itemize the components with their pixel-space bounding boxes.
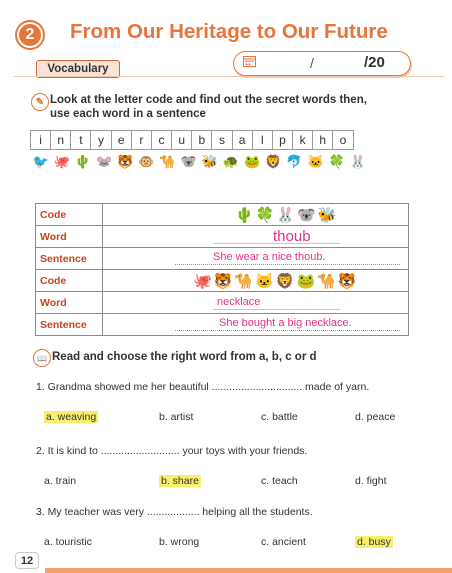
- table-row: [36, 292, 409, 314]
- code-symbol-icon: 🐪: [234, 272, 254, 290]
- code-symbol-icon: 🦁: [275, 272, 295, 290]
- code-letter-cell: s: [211, 130, 232, 150]
- code-letters-row: [30, 130, 411, 150]
- book-icon: 📖: [33, 349, 51, 367]
- sentence-line: [175, 264, 400, 265]
- row-label: Code: [36, 204, 103, 226]
- code-symbol-icon: 🍀: [255, 206, 275, 224]
- date-separator: /: [310, 55, 314, 71]
- row-label: Sentence: [36, 248, 103, 270]
- code-letter-cell: r: [131, 130, 152, 150]
- row-label: Word: [36, 226, 103, 248]
- question-3: 3. My teacher was very .................. helping all the students.: [36, 506, 313, 518]
- exercise2-instruction: Read and choose the right word from a, b, c or d: [52, 351, 317, 363]
- option-3a[interactable]: a. touristic: [44, 536, 92, 548]
- row-label: Code: [36, 270, 103, 292]
- section-tag: Vocabulary: [36, 60, 120, 78]
- row-label: Sentence: [36, 314, 103, 336]
- unit-number-badge: 2: [17, 22, 43, 48]
- calendar-icon: [243, 55, 256, 67]
- code-letter-cell: n: [50, 130, 71, 150]
- sentence-line: [175, 330, 400, 331]
- question-2: 2. It is kind to ........................... your toys with your friends.: [36, 445, 308, 457]
- secret-words-table: [35, 203, 409, 336]
- code-letter-cell: k: [292, 130, 313, 150]
- code-icons-word2: [193, 272, 408, 290]
- code-symbol-icon: 🐸: [296, 272, 316, 290]
- page-number: 12: [15, 552, 39, 569]
- code-letter-cell: h: [312, 130, 333, 150]
- code-animal-icon: 🐱: [307, 154, 324, 169]
- option-2c[interactable]: c. teach: [261, 475, 298, 487]
- code-letter-cell: b: [191, 130, 212, 150]
- letter-code-strip: [30, 130, 411, 174]
- option-1d[interactable]: d. peace: [355, 411, 396, 423]
- option-2a[interactable]: a. train: [44, 475, 77, 487]
- table-row: [36, 226, 409, 248]
- code-animal-icon: 🐦: [32, 154, 49, 169]
- option-3b[interactable]: b. wrong: [159, 536, 200, 548]
- code-icons-row: [30, 150, 411, 174]
- code-symbol-icon: 🐨: [297, 206, 316, 224]
- code-animal-icon: 🐬: [286, 154, 303, 169]
- row-label: Word: [36, 292, 103, 314]
- code-animal-icon: 🐯: [117, 154, 134, 169]
- code-symbol-icon: 🐪: [317, 272, 336, 290]
- answer-sentence-1: She wear a nice thoub.: [213, 251, 326, 263]
- code-animal-icon: 🦁: [265, 154, 282, 169]
- option-3d[interactable]: d. busy: [357, 536, 391, 548]
- code-animal-icon: 🐢: [222, 154, 240, 169]
- option-2b[interactable]: b. share: [161, 475, 199, 487]
- option-1b[interactable]: b. artist: [159, 411, 194, 423]
- page-title: From Our Heritage to Our Future: [70, 20, 388, 43]
- code-symbol-icon: 🌵: [235, 206, 254, 224]
- code-letter-cell: u: [171, 130, 192, 150]
- footer-bar: [45, 568, 452, 573]
- code-symbol-icon: 🐱: [255, 272, 274, 290]
- code-letter-cell: l: [252, 130, 273, 150]
- code-animal-icon: 🐵: [138, 154, 155, 169]
- code-letter-cell: y: [90, 130, 111, 150]
- option-3c[interactable]: c. ancient: [261, 536, 306, 548]
- answer-word-1: thoub: [273, 228, 311, 245]
- pencil-icon: ✎: [31, 93, 49, 111]
- code-animal-icon: 🐝: [201, 154, 218, 169]
- code-letter-cell: e: [111, 130, 132, 150]
- question-1: 1. Grandma showed me her beautiful ............................... made of yarn.: [36, 381, 370, 393]
- code-letter-cell: i: [30, 130, 51, 150]
- answer-underline: [213, 243, 340, 244]
- code-letter-cell: o: [332, 130, 353, 150]
- option-1a[interactable]: a. weaving: [46, 411, 97, 423]
- code-animal-icon: 🐪: [159, 154, 176, 169]
- code-symbol-icon: 🐝: [317, 206, 337, 224]
- code-animal-icon: 🐨: [180, 154, 197, 169]
- answer-underline: [213, 309, 340, 310]
- table-row: [36, 314, 409, 336]
- code-letter-cell: c: [151, 130, 172, 150]
- option-1c[interactable]: c. battle: [261, 411, 298, 423]
- code-animal-icon: 🐭: [95, 154, 113, 169]
- code-letter-cell: t: [70, 130, 91, 150]
- header-divider: [14, 76, 444, 77]
- score-total: /20: [364, 54, 385, 71]
- code-symbol-icon: 🐯: [337, 272, 357, 290]
- table-row: [36, 270, 409, 292]
- code-animal-icon: 🐙: [53, 154, 70, 169]
- code-symbol-icon: 🐰: [276, 206, 296, 224]
- code-animal-icon: 🐰: [349, 154, 367, 169]
- code-symbol-icon: 🐯: [213, 272, 233, 290]
- code-animal-icon: 🐸: [244, 154, 261, 169]
- table-row: [36, 248, 409, 270]
- code-animal-icon: 🍀: [328, 154, 345, 169]
- code-icons-word1: [235, 206, 408, 224]
- exercise1-instruction: Look at the letter code and find out the secret words then, use each word in a sentence: [50, 94, 367, 120]
- answer-sentence-2: She bought a big necklace.: [219, 317, 352, 329]
- answer-word-2: necklace: [217, 296, 261, 308]
- table-row: [36, 204, 409, 226]
- code-letter-cell: a: [232, 130, 253, 150]
- option-2d[interactable]: d. fight: [355, 475, 387, 487]
- code-letter-cell: p: [272, 130, 293, 150]
- code-symbol-icon: 🐙: [193, 272, 212, 290]
- code-animal-icon: 🌵: [74, 154, 91, 169]
